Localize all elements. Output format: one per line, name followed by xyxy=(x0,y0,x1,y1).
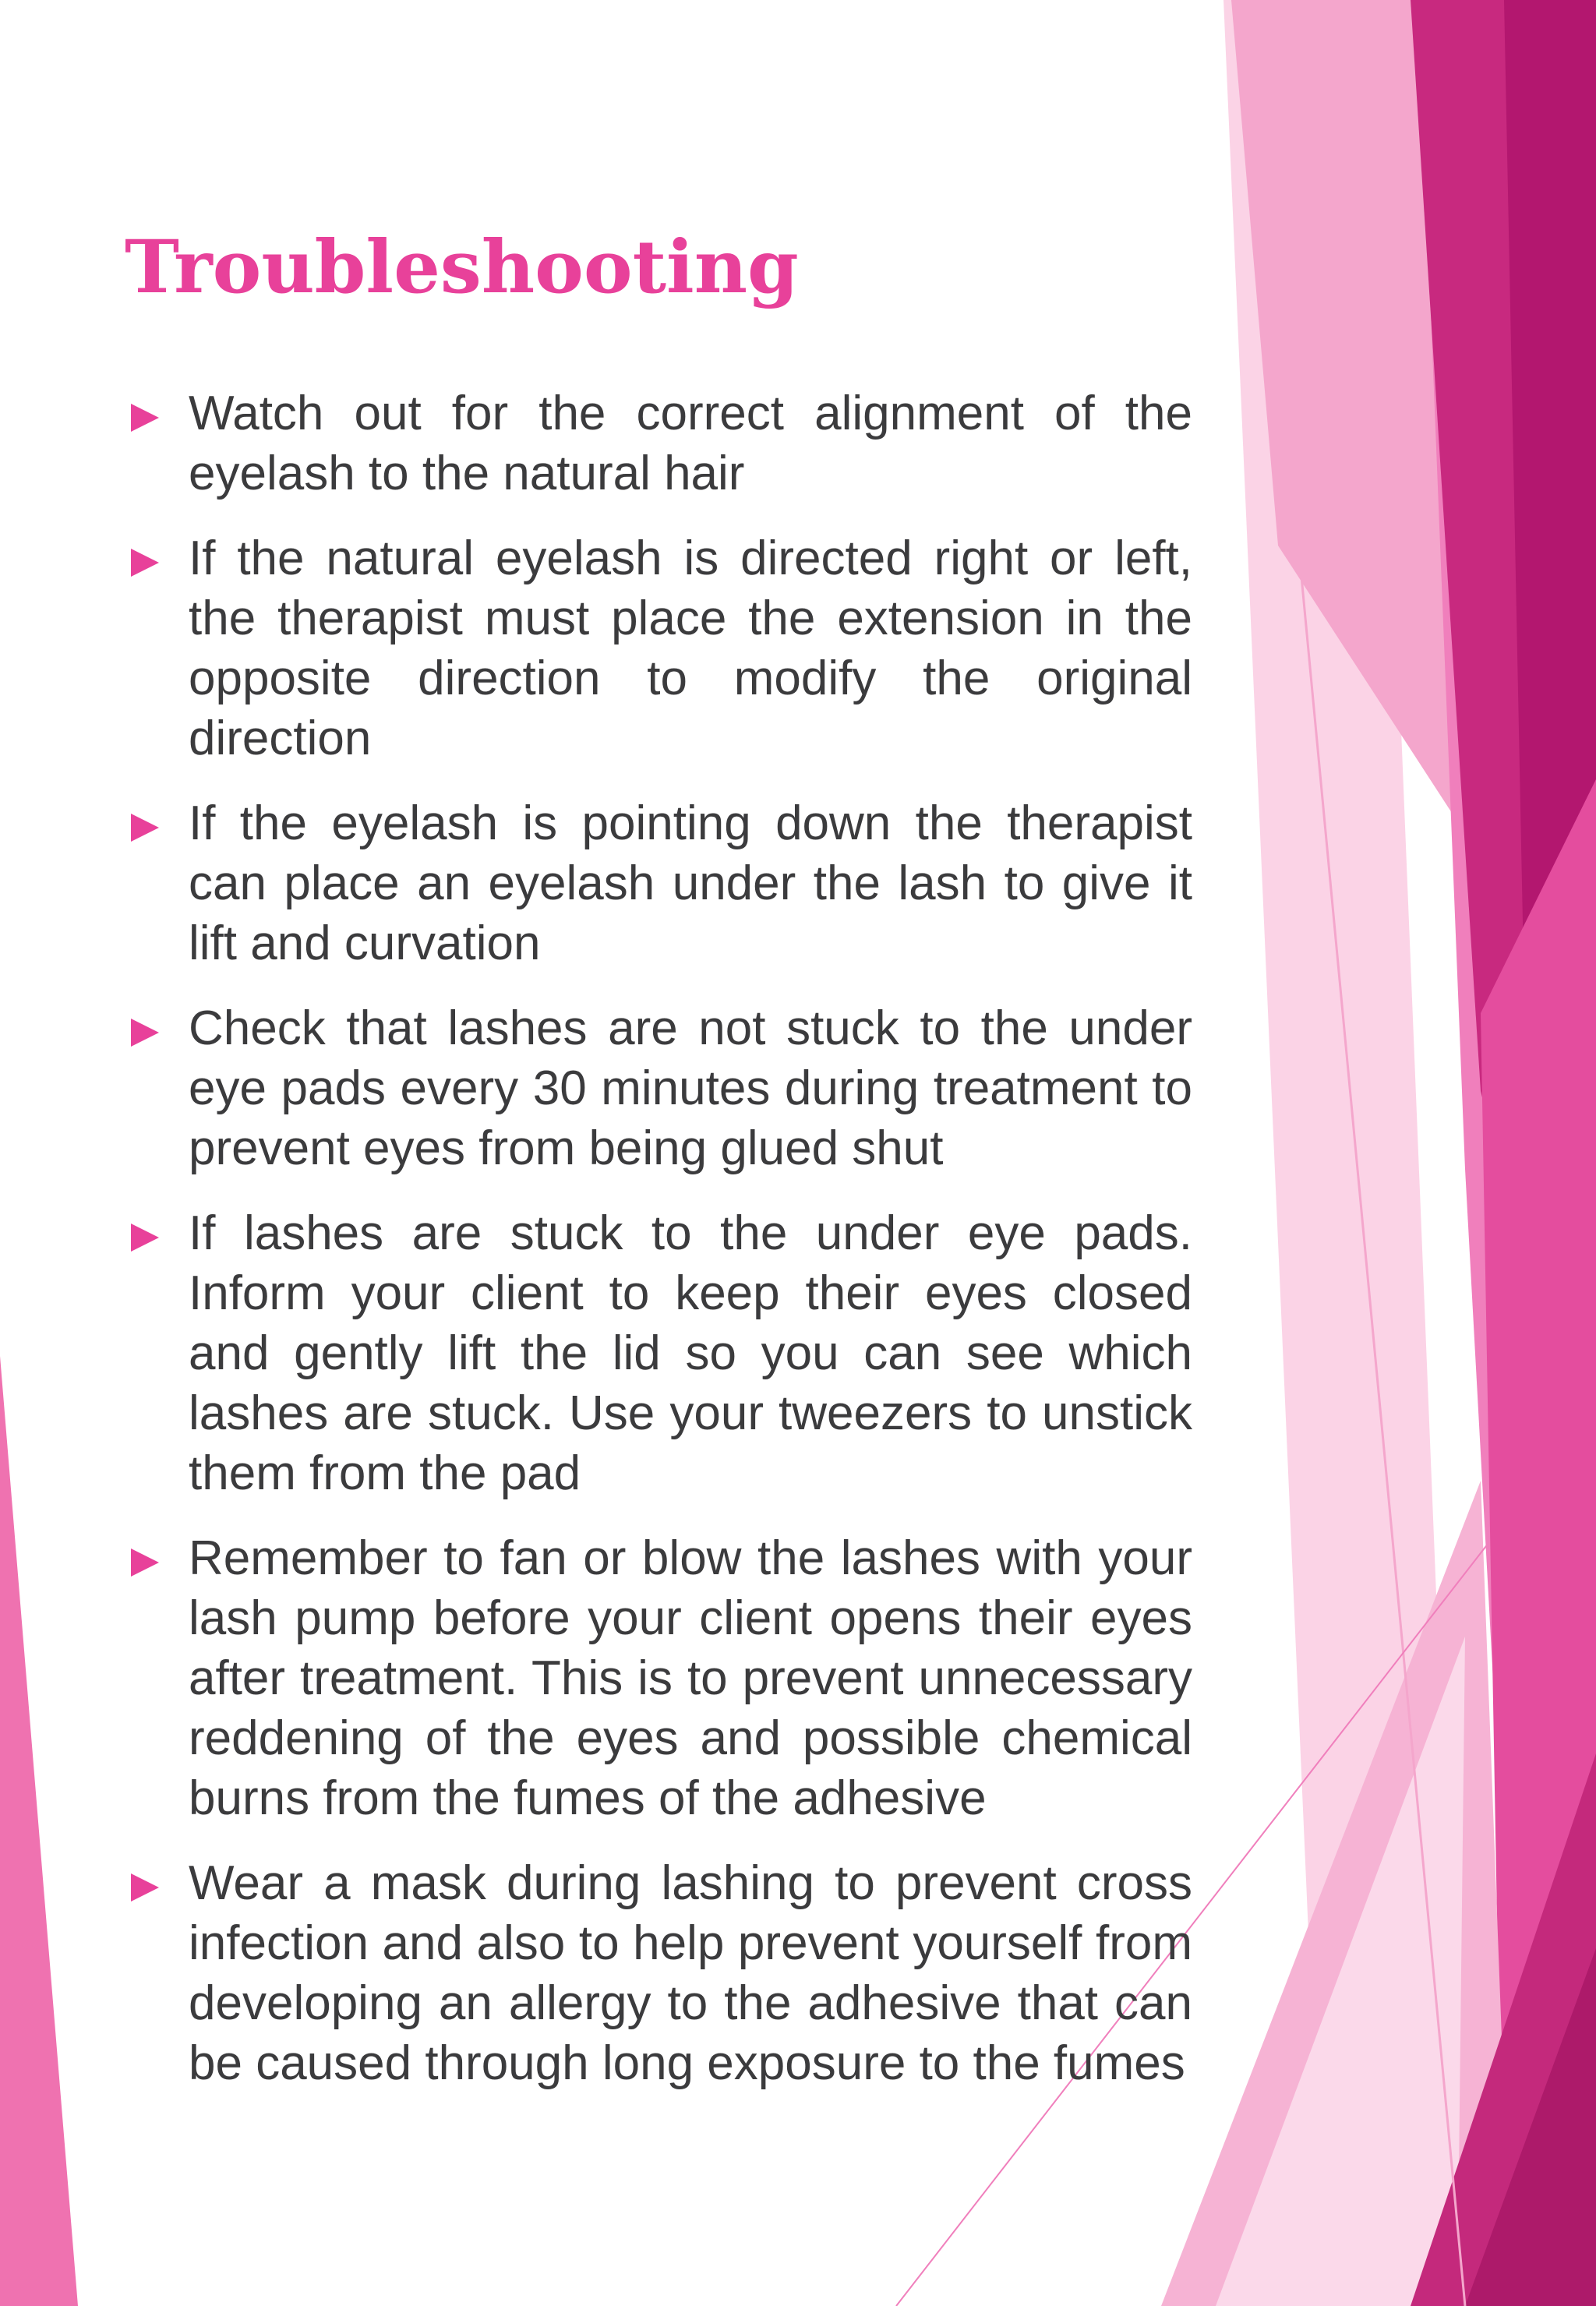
troubleshooting-list xyxy=(125,383,1192,2118)
triangle-right-icon xyxy=(125,1853,189,1913)
list-item xyxy=(125,383,1192,503)
triangle-right-icon xyxy=(125,793,189,853)
list-item xyxy=(125,793,1192,973)
triangle-right-icon xyxy=(125,383,189,443)
triangle-right-icon xyxy=(125,1203,189,1263)
list-item xyxy=(125,1853,1192,2093)
list-item-text: Watch out for the correct alignment of the eyelash to the natural hair xyxy=(189,387,1192,500)
list-item-text: If the natural eyelash is directed right or left, the therapist must place the extension in the opposite direction to modify the original direction xyxy=(189,531,1192,765)
list-item-text: If the eyelash is pointing down the therapist can place an eyelash under the lash to give it lift and curvation xyxy=(189,796,1192,970)
list-item xyxy=(125,1203,1192,1503)
list-item-text: Wear a mask during lashing to prevent cross infection and also to help prevent yourself from developing an allergy to the adhesive that can be caused through long exposure to the fumes xyxy=(189,1856,1192,2090)
list-item xyxy=(125,1528,1192,1828)
page-title: Troubleshooting xyxy=(125,224,799,310)
list-item-text: Check that lashes are not stuck to the under eye pads every 30 minutes during treatment to prevent eyes from being glued shut xyxy=(189,1001,1192,1175)
triangle-right-icon xyxy=(125,528,189,588)
list-item xyxy=(125,528,1192,768)
triangle-right-icon xyxy=(125,1528,189,1588)
list-item-text: Remember to fan or blow the lashes with your lash pump before your client opens their eyes after treatment. This is to prevent unnecessary reddening of the eyes and possible chemical burns from the fumes of the adhesive xyxy=(189,1531,1192,1825)
list-item xyxy=(125,998,1192,1178)
list-item-text: If lashes are stuck to the under eye pads. Inform your client to keep their eyes closed and gently lift the lid so you can see which lashes are stuck. Use your tweezers to unstick them from the pad xyxy=(189,1206,1192,1500)
triangle-right-icon xyxy=(125,998,189,1058)
decor-left-wedge xyxy=(0,1356,78,2306)
